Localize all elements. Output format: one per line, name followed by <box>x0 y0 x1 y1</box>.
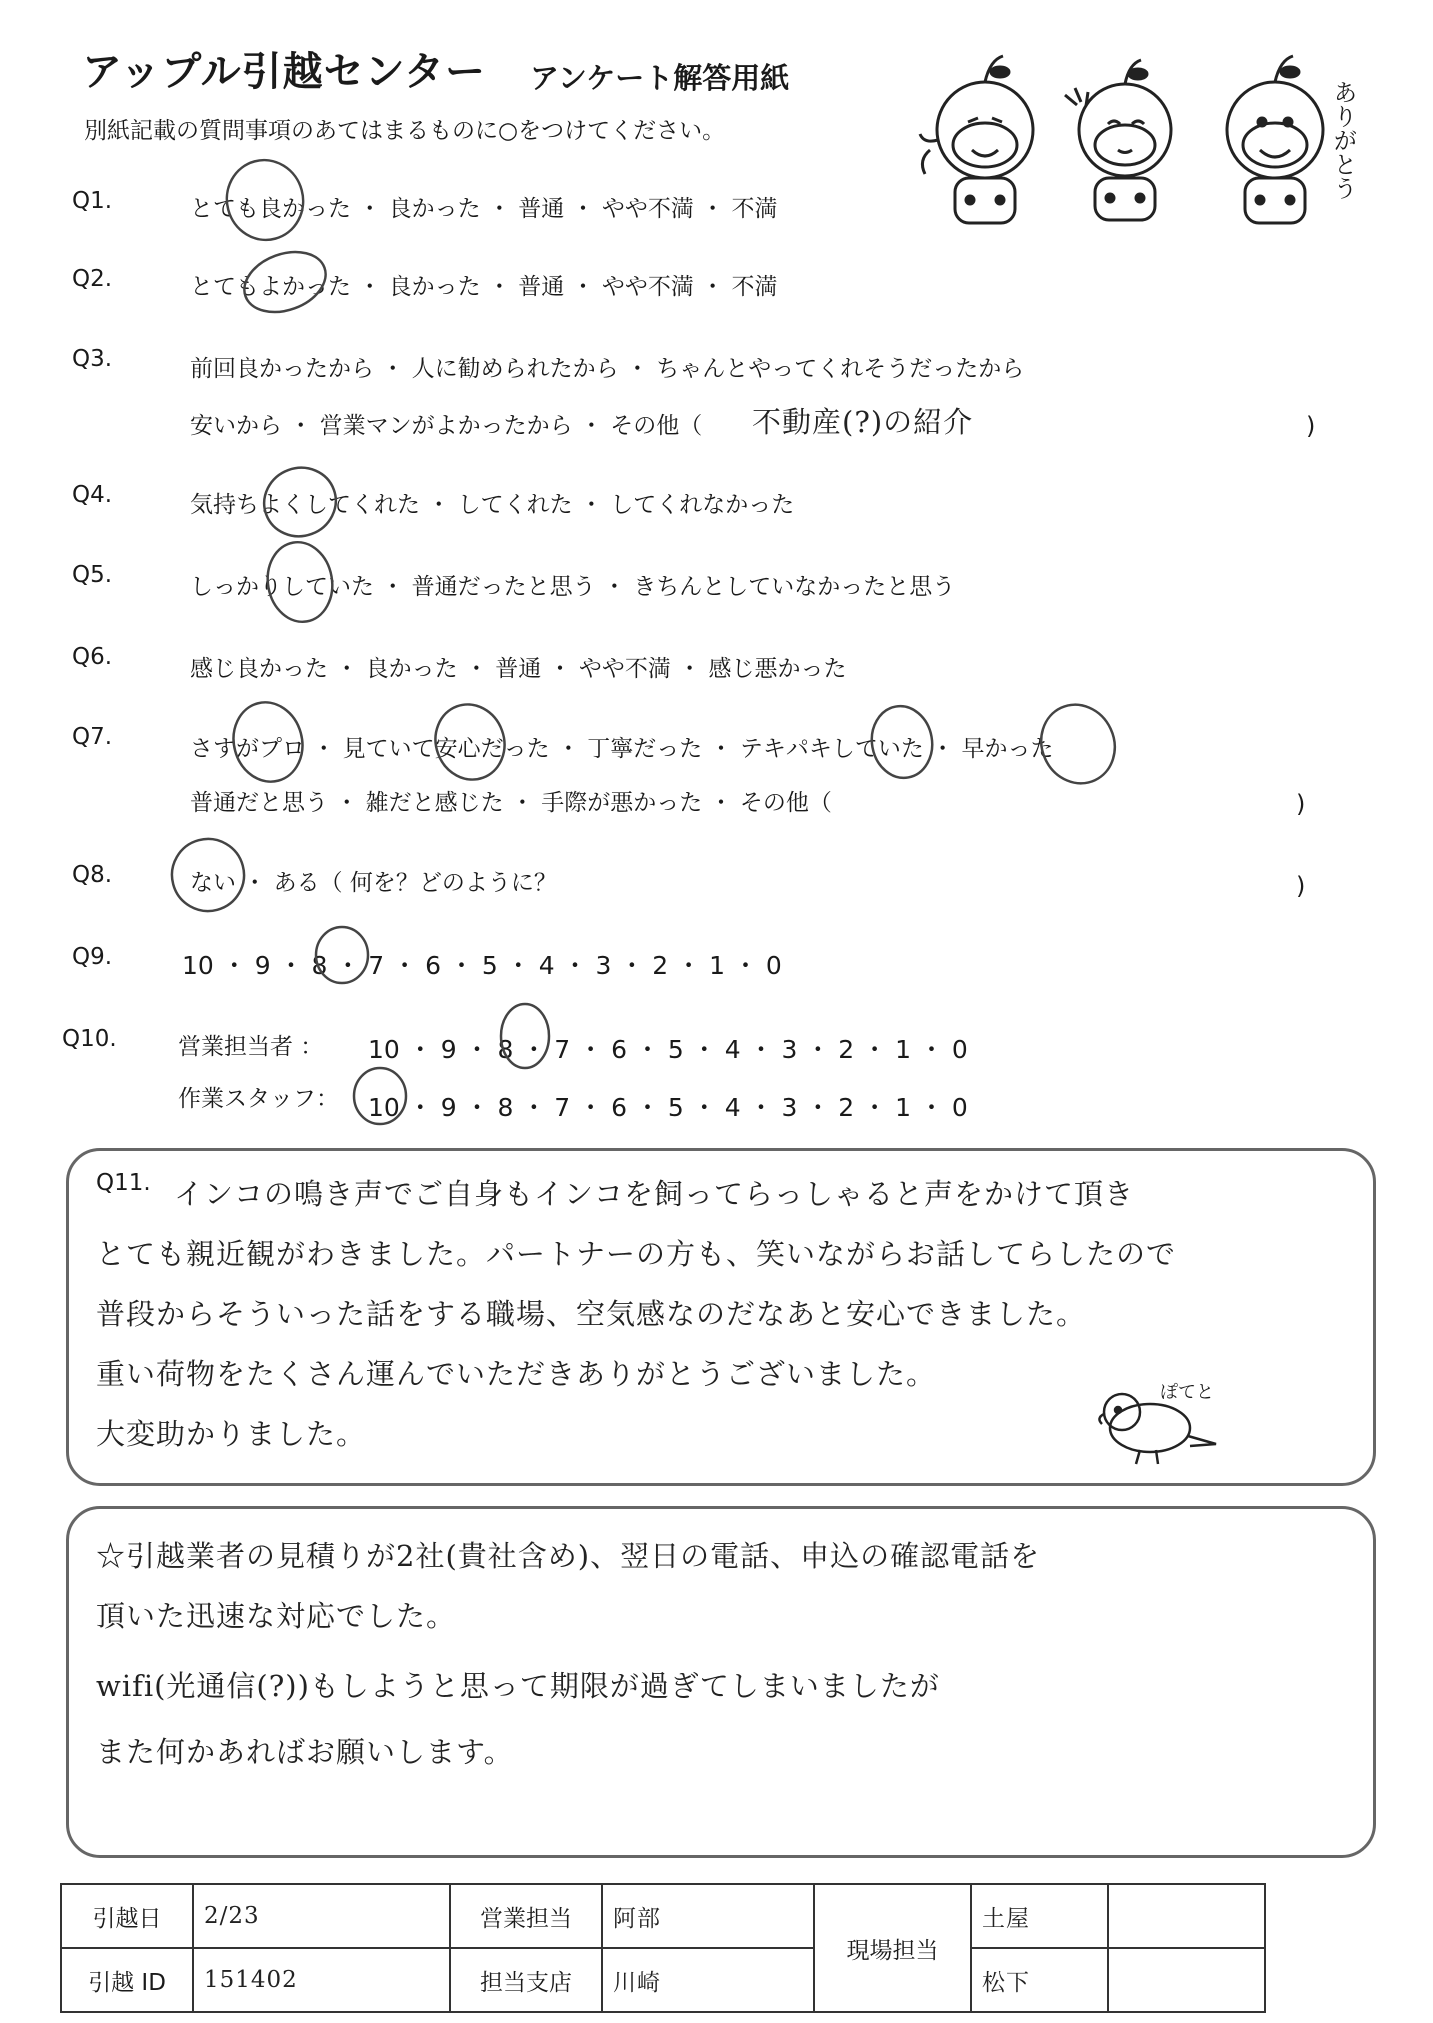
q7-close-paren: ) <box>1296 790 1306 818</box>
q9-number: Q9. <box>72 944 113 970</box>
q1-options: とても良かった ・ 良かった ・ 普通 ・ やや不満 ・ 不満 <box>190 196 778 222</box>
q11-line-4: 重い荷物をたくさん運んでいただきありがとうございました。 <box>96 1357 937 1391</box>
q8-options: ない ・ ある（ 何を？どのように？ <box>190 870 557 896</box>
q7-number: Q7. <box>72 724 113 750</box>
q2-options: とてもよかった ・ 良かった ・ 普通 ・ やや不満 ・ 不満 <box>190 274 778 300</box>
branch-label: 担当支店 <box>450 1948 602 2012</box>
q11-line-5: 大変助かりました。 <box>96 1417 367 1451</box>
note-line-1: ☆引越業者の見積りが2社(貴社含め)、翌日の電話、申込の確認電話を <box>96 1539 1041 1573</box>
blank-cell-1 <box>1108 1884 1265 1948</box>
q11-line-3: 普段からそういった話をする職場、空気感なのだなあと安心できました。 <box>96 1297 1087 1331</box>
q5-number: Q5. <box>72 562 113 588</box>
q6-number: Q6. <box>72 644 113 670</box>
mascot-caption: ありがとう <box>1329 80 1357 200</box>
q5-options: しっかりしていた ・ 普通だったと思う ・ きちんとしていなかったと思う <box>190 574 956 600</box>
q10-number: Q10. <box>62 1026 117 1052</box>
q4-number: Q4. <box>72 482 113 508</box>
note-line-3: wifi(光通信(?))もしようと思って期限が過ぎてしまいましたが <box>96 1669 940 1703</box>
q3-other-handwritten: 不動産(?)の紹介 <box>752 405 974 439</box>
q2-number: Q2. <box>72 266 113 292</box>
branch-value: 川崎 <box>602 1948 814 2012</box>
site-staff-label: 現場担当 <box>814 1884 971 2012</box>
q3-line2: 安いから ・ 営業マンがよかったから ・ その他（ <box>190 413 703 439</box>
company-title: アップル引越センター <box>82 49 486 95</box>
q3-number: Q3. <box>72 346 113 372</box>
q8-number: Q8. <box>72 862 113 888</box>
footer-info-table <box>60 1883 1266 2013</box>
q7-line2: 普通だと思う ・ 雑だと感じた ・ 手際が悪かった ・ その他（ <box>190 790 832 816</box>
move-id-value: 151402 <box>193 1948 450 2012</box>
q9-scale: 10 ・ 9 ・ 8 ・ 7 ・ 6 ・ 5 ・ 4 ・ 3 ・ 2 ・ 1 ・ 0 <box>182 951 782 980</box>
site-staff-value-2: 松下 <box>971 1948 1108 2012</box>
note-line-4: また何かあればお願いします。 <box>96 1735 514 1769</box>
q10-sales-scale: 10 ・ 9 ・ 8 ・ 7 ・ 6 ・ 5 ・ 4 ・ 3 ・ 2 ・ 1 ・ 0 <box>368 1035 968 1064</box>
q3-close-paren: ) <box>1306 412 1316 440</box>
instruction-text: 別紙記載の質問事項のあてはまるものに○をつけてください。 <box>84 118 726 144</box>
site-staff-value-1: 土屋 <box>971 1884 1108 1948</box>
note-line-2: 頂いた迅速な対応でした。 <box>96 1599 457 1633</box>
q11-line-1: インコの鳴き声でご自身もインコを飼ってらっしゃると声をかけて頂き <box>174 1177 1135 1211</box>
q10-sales-label: 営業担当者 ： <box>178 1034 324 1060</box>
sales-rep-label: 営業担当 <box>450 1884 602 1948</box>
move-date-label: 引越日 <box>61 1884 193 1948</box>
move-date-value: 2/23 <box>193 1884 450 1948</box>
blank-cell-2 <box>1108 1948 1265 2012</box>
sales-rep-value: 阿部 <box>602 1884 814 1948</box>
q10-staff-label: 作業スタッフ： <box>178 1086 339 1112</box>
q1-number: Q1. <box>72 188 113 214</box>
bird-caption: ぽてと <box>1160 1382 1214 1403</box>
q10-staff-scale: 10 ・ 9 ・ 8 ・ 7 ・ 6 ・ 5 ・ 4 ・ 3 ・ 2 ・ 1 ・ 0 <box>368 1093 968 1122</box>
q8-close-paren: ) <box>1296 872 1306 900</box>
q11-line-2: とても親近観がわきました。パートナーの方も、笑いながらお話してらしたので <box>96 1237 1177 1271</box>
move-id-label: 引越 ID <box>61 1948 193 2012</box>
q6-options: 感じ良かった ・ 良かった ・ 普通 ・ やや不満 ・ 感じ悪かった <box>190 656 847 682</box>
q4-options: 気持ちよくしてくれた ・ してくれた ・ してくれなかった <box>190 492 795 518</box>
form-subtitle: アンケート解答用紙 <box>530 61 790 95</box>
q7-line1: さすがプロ ・ 見ていて安心だった ・ 丁寧だった ・ テキパキしていた ・ 早かった <box>190 736 1054 762</box>
q3-line1: 前回良かったから ・ 人に勧められたから ・ ちゃんとやってくれそうだったから <box>190 356 1025 382</box>
q11-label: Q11. <box>96 1170 151 1196</box>
